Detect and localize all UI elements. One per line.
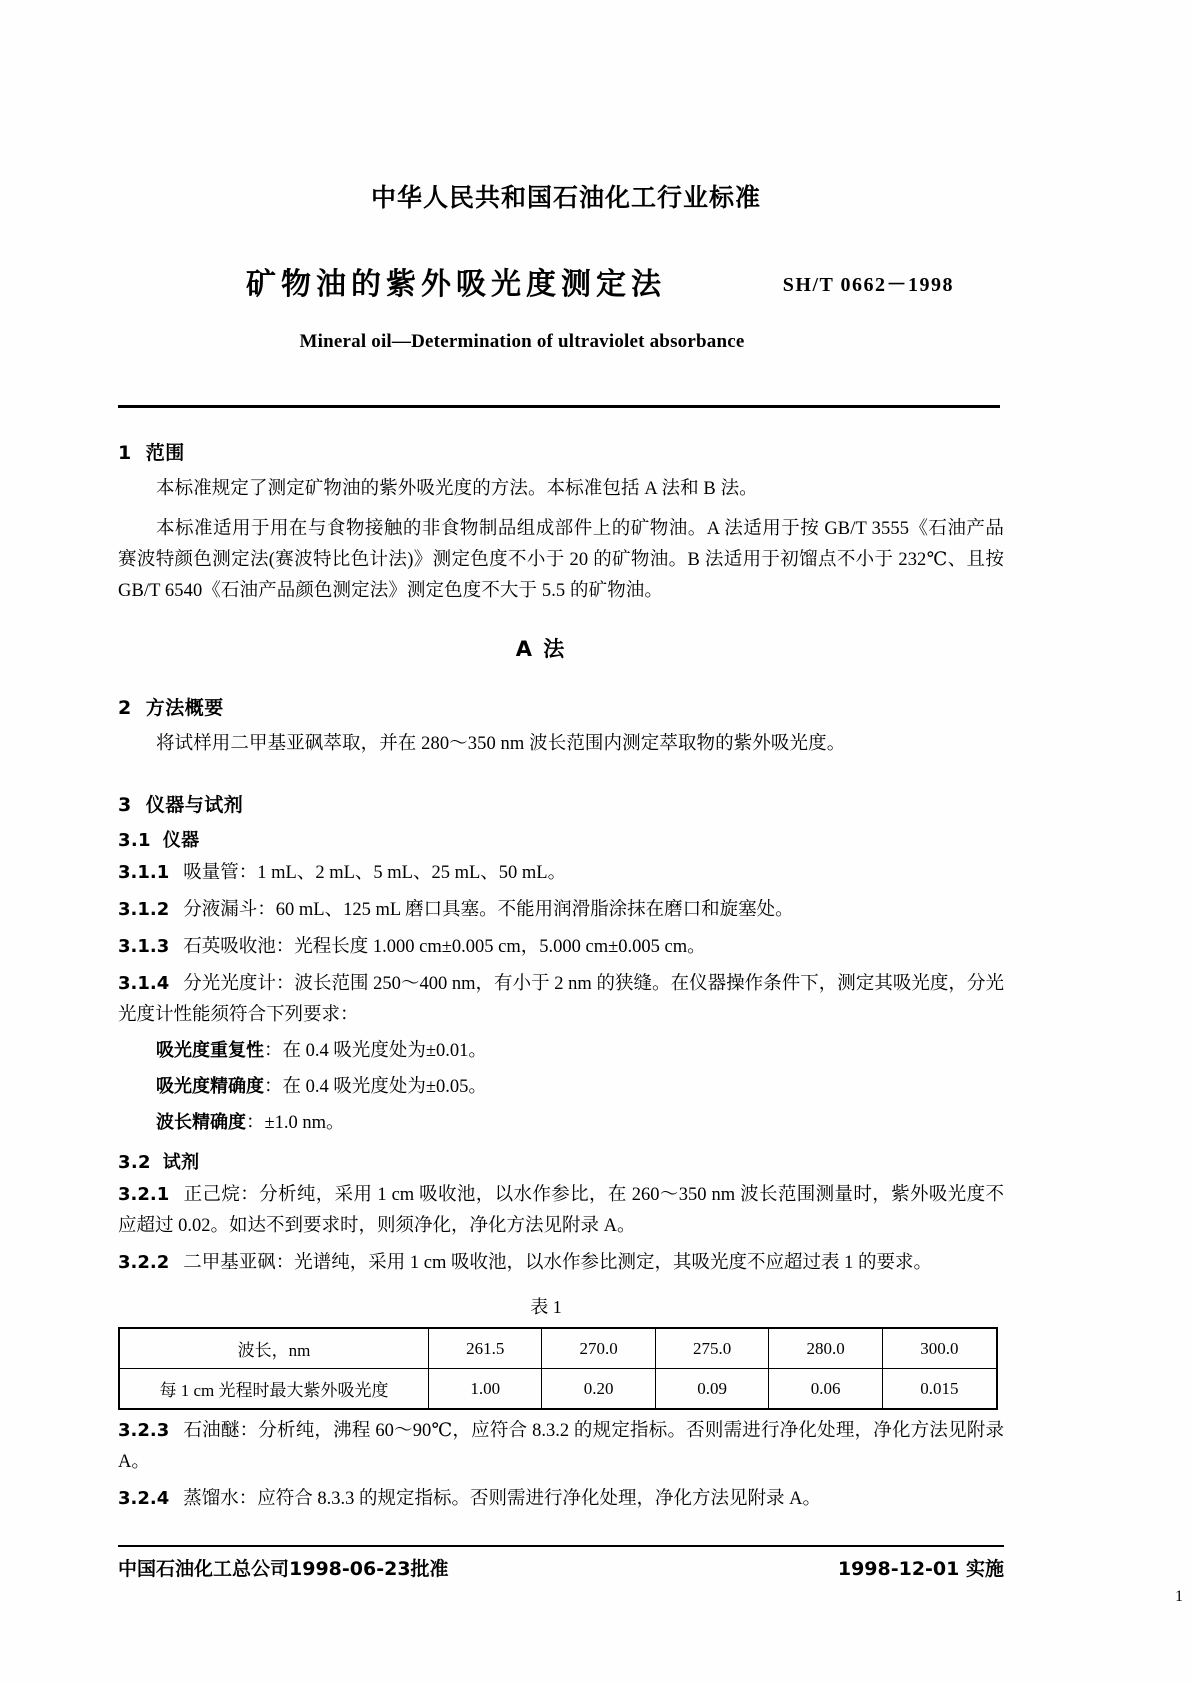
item-3-2-4-text: 蒸馏水：应符合 8.3.3 的规定指标。否则需进行净化处理，净化方法见附录 A。: [183, 1489, 821, 1509]
english-title: Mineral oil—Determination of ultraviolet absorbance: [299, 331, 745, 352]
table-1-absorbance-1: 0.20: [542, 1369, 655, 1410]
item-3-1-3: [118, 931, 1004, 963]
section-1-number: 1: [118, 442, 132, 464]
section-heading-2: [118, 693, 1004, 720]
subsection-heading-3-2: [118, 1148, 1004, 1174]
item-3-2-2-text: 二甲基亚砜：光谱纯，采用 1 cm 吸收池，以水作参比测定，其吸光度不应超过表 1 的要求。: [183, 1253, 932, 1273]
spec-wavelength-label: 波长精确度: [156, 1112, 246, 1133]
item-3-1-1-text: 吸量管：1 mL、2 mL、5 mL、25 mL、50 mL。: [183, 863, 567, 883]
subsection-3-1-title: 仪器: [162, 830, 200, 851]
paragraph-scope-1: 本标准规定了测定矿物油的紫外吸光度的方法。本标准包括 A 法和 B 法。: [156, 479, 758, 499]
organization-title: 中华人民共和国石油化工行业标准: [370, 183, 761, 212]
spec-accuracy-label: 吸光度精确度: [156, 1076, 264, 1097]
subsection-heading-3-1: [118, 826, 1004, 852]
subsection-3-2-number: 3.2: [118, 1152, 151, 1173]
page-number: 1: [1175, 1588, 1183, 1605]
page-footer: [118, 1545, 1004, 1581]
spec-repeatability-label: 吸光度重复性: [156, 1040, 264, 1061]
spec-absorbance-repeatability: [118, 1035, 1004, 1067]
item-3-2-3-text: 石油醚：分析纯，沸程 60～90℃，应符合 8.3.2 的规定指标。否则需进行净化处理，净化方法见附录 A。: [118, 1421, 1004, 1472]
table-1-row-label-wavelength: 波长，nm: [119, 1328, 429, 1369]
spec-repeatability-value: ：在 0.4 吸光度处为±0.01。: [264, 1041, 487, 1061]
table-1-row-label-absorbance: 每 1 cm 光程时最大紫外吸光度: [119, 1369, 429, 1410]
item-3-2-4-number: 3.2.4: [118, 1488, 170, 1509]
item-3-2-3-number: 3.2.3: [118, 1420, 170, 1441]
item-3-1-2-number: 3.1.2: [118, 899, 170, 920]
item-3-2-4: [118, 1483, 1004, 1515]
spec-accuracy-value: ：在 0.4 吸光度处为±0.05。: [264, 1077, 487, 1097]
standard-number: SH/T 0662－1998: [782, 274, 954, 296]
section-1-title: 范围: [145, 442, 185, 464]
table-1-wavelength-2: 275.0: [655, 1328, 768, 1369]
spec-wavelength-value: ：±1.0 nm。: [246, 1113, 345, 1133]
item-3-2-2-number: 3.2.2: [118, 1252, 170, 1273]
paragraph-scope-2: 本标准适用于用在与食物接触的非食物制品组成部件上的矿物油。A 法适用于按 GB/T 3555《石油产品赛波特颜色测定法(赛波特比色计法)》测定色度不小于 20 的矿物油。B 法适用于初馏点不小于 232℃、且按 GB/T 6540《石油产品颜色测定法》测定色度不大于 5.5 的矿物油。: [118, 519, 1004, 601]
section-3-number: 3: [118, 794, 132, 816]
item-3-1-1-number: 3.1.1: [118, 862, 170, 883]
table-1-absorbance-2: 0.09: [655, 1369, 768, 1410]
item-3-2-3: [118, 1415, 1004, 1478]
section-3-title: 仪器与试剂: [145, 794, 244, 816]
table-1-absorbance-0: 1.00: [429, 1369, 542, 1410]
item-3-1-4: [118, 968, 1004, 1031]
section-heading-1: [118, 438, 1004, 465]
table-1-wavelength-0: 261.5: [429, 1328, 542, 1369]
table-1-wavelength-4: 300.0: [882, 1328, 997, 1369]
subsection-3-2-title: 试剂: [162, 1152, 200, 1173]
standard-title: 矿物油的紫外吸光度测定法: [246, 267, 666, 302]
item-3-1-4-text: 分光光度计：波长范围 250～400 nm，有小于 2 nm 的狭缝。在仪器操作条件下，测定其吸光度，分光光度计性能须符合下列要求：: [118, 974, 1004, 1025]
item-3-1-1: [118, 857, 1004, 889]
table-1-caption: 表 1: [530, 1297, 562, 1317]
footer-implementation: 1998-12-01 实施: [837, 1558, 1004, 1580]
table-1-wavelength-1: 270.0: [542, 1328, 655, 1369]
title-row: [118, 259, 1004, 305]
item-3-1-2-text: 分液漏斗：60 mL、125 mL 磨口具塞。不能用润滑脂涂抹在磨口和旋塞处。: [183, 900, 794, 920]
section-2-title: 方法概要: [145, 697, 224, 719]
spec-wavelength-accuracy: [118, 1107, 1004, 1139]
paragraph-method-summary: 将试样用二甲基亚砜萃取，并在 280～350 nm 波长范围内测定萃取物的紫外吸光度。: [156, 734, 846, 754]
item-3-2-1: [118, 1179, 1004, 1242]
footer-row: [118, 1554, 1004, 1581]
table-row: [119, 1328, 997, 1369]
item-3-2-2: [118, 1247, 1004, 1279]
section-heading-3: [118, 790, 1004, 817]
footer-approval: 中国石油化工总公司1998-06-23批准: [118, 1558, 449, 1580]
table-1-wavelength-3: 280.0: [769, 1328, 882, 1369]
table-1-absorbance-3: 0.06: [769, 1369, 882, 1410]
header-divider: [118, 405, 1000, 408]
page-content: [118, 0, 1004, 1515]
item-3-1-3-text: 石英吸收池：光程长度 1.000 cm±0.005 cm，5.000 cm±0.005 cm。: [183, 937, 706, 957]
table-row: [119, 1369, 997, 1410]
item-3-2-1-text: 正己烷：分析纯，采用 1 cm 吸收池，以水作参比，在 260～350 nm 波长范围测量时，紫外吸光度不应超过 0.02。如达不到要求时，则须净化，净化方法见附录 A。: [118, 1185, 1004, 1236]
section-2-number: 2: [118, 697, 132, 719]
table-1-absorbance-4: 0.015: [882, 1369, 997, 1410]
item-3-1-2: [118, 894, 1004, 926]
spec-absorbance-accuracy: [118, 1071, 1004, 1103]
item-3-2-1-number: 3.2.1: [118, 1184, 170, 1205]
item-3-1-4-number: 3.1.4: [118, 973, 170, 994]
method-a-heading: A 法: [515, 637, 567, 661]
item-3-1-3-number: 3.1.3: [118, 936, 170, 957]
table-1: [118, 1327, 998, 1410]
subsection-3-1-number: 3.1: [118, 830, 151, 851]
